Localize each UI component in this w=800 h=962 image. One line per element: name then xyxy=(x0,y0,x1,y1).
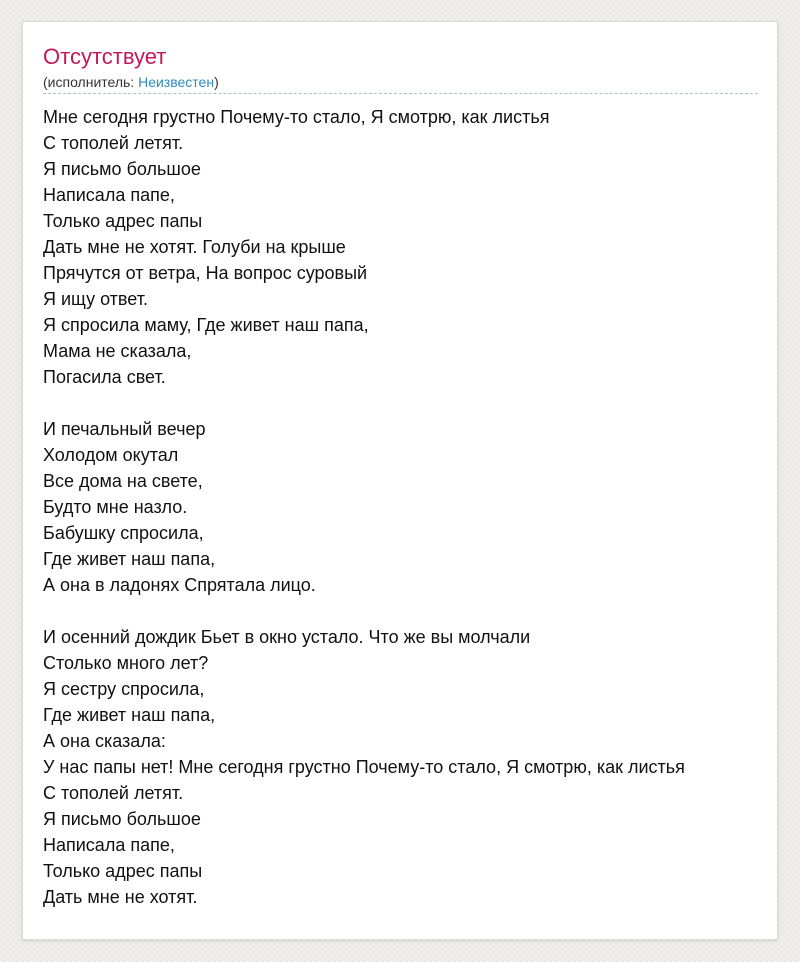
lyric-line: И печальный вечер xyxy=(43,419,206,439)
lyric-line: Я письмо большое xyxy=(43,159,201,179)
lyric-line: Мне сегодня грустно Почему-то стало, Я смотрю, как листья xyxy=(43,107,550,127)
lyric-line: Написала папе, xyxy=(43,185,175,205)
lyric-line: Дать мне не хотят. Голуби на крыше xyxy=(43,237,346,257)
lyric-line: Я сестру спросила, xyxy=(43,679,205,699)
lyrics-card xyxy=(22,21,778,940)
lyric-line: Все дома на свете, xyxy=(43,471,203,491)
lyric-line: Дать мне не хотят. xyxy=(43,887,198,907)
lyric-line: Только адрес папы xyxy=(43,211,203,231)
artist-link[interactable]: Неизвестен xyxy=(138,74,215,90)
lyric-line: Я письмо большое xyxy=(43,809,201,829)
lyric-line: Где живет наш папа, xyxy=(43,705,216,725)
lyric-line: С тополей летят. xyxy=(43,783,184,803)
lyric-line: Холодом окутал xyxy=(43,445,179,465)
artist-suffix: ) xyxy=(214,74,219,90)
lyric-line: А она в ладонях Спрятала лицо. xyxy=(43,575,316,595)
lyric-line: Мама не сказала, xyxy=(43,341,192,361)
song-title: Отсутствует xyxy=(43,44,167,69)
lyric-line: Бабушку спросила, xyxy=(43,523,204,543)
lyric-line: Прячутся от ветра, На вопрос суровый xyxy=(43,263,368,283)
artist-prefix: (исполнитель: xyxy=(43,74,139,90)
lyric-line: А она сказала: xyxy=(43,731,166,751)
lyric-line: Только адрес папы xyxy=(43,861,203,881)
artist-line xyxy=(43,73,219,91)
lyric-line: Погасила свет. xyxy=(43,367,166,387)
lyric-line: Я ищу ответ. xyxy=(43,289,148,309)
lyrics-text xyxy=(43,104,777,910)
lyric-line: У нас папы нет! Мне сегодня грустно Почему-то стало, Я смотрю, как листья xyxy=(43,757,685,777)
lyric-line: И осенний дождик Бьет в окно устало. Что же вы молчали xyxy=(43,627,531,647)
lyric-line: Написала папе, xyxy=(43,835,175,855)
lyric-line: Будто мне назло. xyxy=(43,497,188,517)
lyric-line: С тополей летят. xyxy=(43,133,184,153)
lyric-line: Столько много лет? xyxy=(43,653,209,673)
lyric-line: Я спросила маму, Где живет наш папа, xyxy=(43,315,369,335)
stanza-break xyxy=(43,390,777,416)
lyric-line: Где живет наш папа, xyxy=(43,549,216,569)
stanza-break xyxy=(43,598,777,624)
title-divider xyxy=(43,93,758,94)
